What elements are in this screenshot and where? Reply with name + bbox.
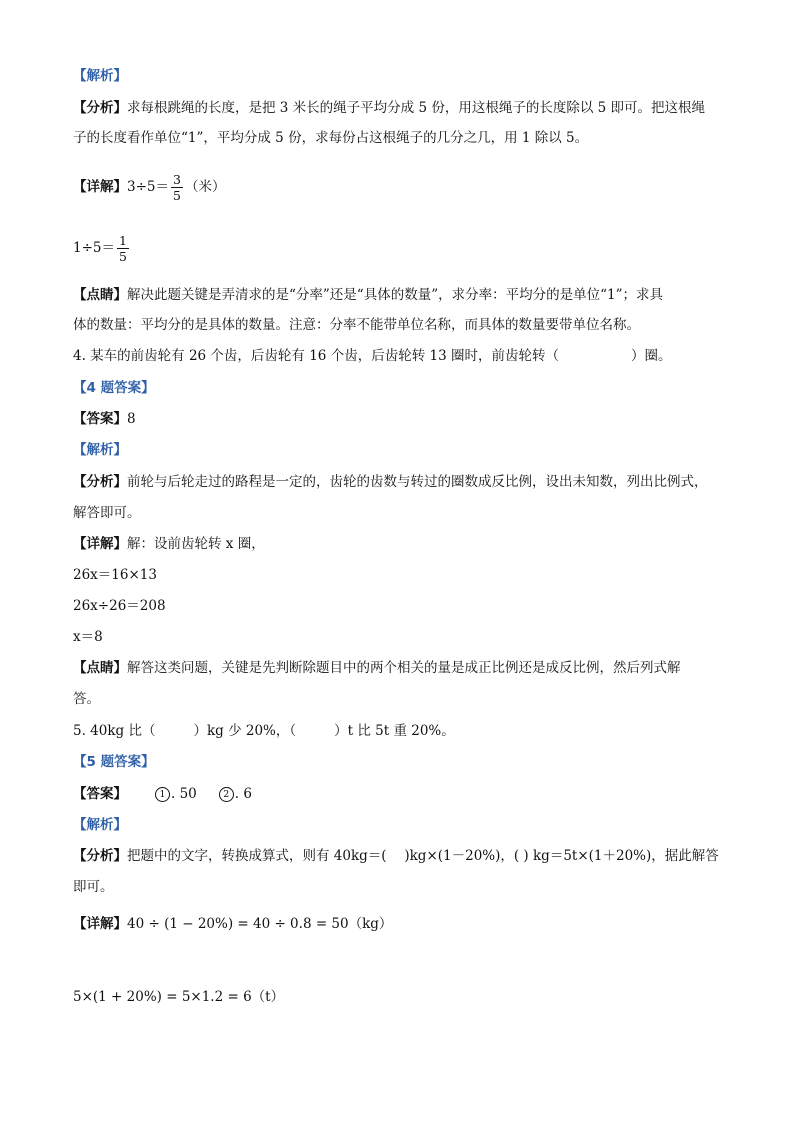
- answer-tag: 【答案】: [73, 786, 127, 802]
- q4-analysis-header: 【解析】: [73, 442, 127, 458]
- calc-1-unit: （kg）: [348, 916, 393, 932]
- tip-tag: 【点睛】: [73, 287, 127, 303]
- q5-detail-calc-1: [73, 914, 392, 934]
- question-5-part-a: 5. 40kg 比（: [73, 723, 156, 739]
- answer-value-1: . 50: [171, 786, 197, 802]
- analysis-text: 前轮与后轮走过的路程是一定的，齿轮的齿数与转过的圈数成反比例，设出未知数，列出比例式，: [127, 474, 708, 490]
- fraction-denominator: 5: [173, 188, 181, 203]
- q4-tip-line1: [73, 658, 681, 678]
- question-4-end: ）圈。: [630, 348, 672, 364]
- calc-1-expression: 40 ÷ (1 − 20%) = 40 ÷ 0.8 = 50: [127, 916, 349, 932]
- fraction-1-5: [117, 233, 129, 264]
- eq1-unit: （米）: [184, 179, 226, 195]
- detail-equation-1: [73, 168, 225, 206]
- q4-step-1: 26x＝16×13: [73, 567, 157, 583]
- q4-tip-line2: 答。: [73, 691, 100, 707]
- analysis-tag: 【分析】: [73, 100, 127, 116]
- tip-paragraph-line2: 体的数量：平均分的是具体的数量。注意：分率不能带单位名称，而具体的数量要带单位名称。: [73, 317, 640, 333]
- analysis-paragraph-line1: [73, 98, 705, 118]
- question-4-text: 4. 某车的前齿轮有 26 个齿，后齿轮有 16 个齿，后齿轮转 13 圈时，前齿轮转（: [73, 348, 559, 364]
- analysis-text: 把题中的文字，转换成算式，则有 40kg＝( )kg×(1－20%)，( ) kg＝5t×(1＋20%)，据此解答: [127, 848, 719, 864]
- detail-text: 解：设前齿轮转 x 圈，: [127, 536, 265, 552]
- fraction-numerator: 1: [119, 233, 127, 248]
- q4-step-3: x＝8: [73, 629, 103, 645]
- calc-2-expression: 5×(1 + 20%) = 5×1.2 = 6: [73, 989, 252, 1005]
- answer-value: 8: [127, 411, 136, 427]
- analysis-text: 求每根跳绳的长度，是把 3 米长的绳子平均分成 5 份，用这根绳子的长度除以 5 即可。把这根绳: [127, 100, 706, 116]
- question-5-part-b: ）kg 少 20%，（: [193, 723, 297, 739]
- answer-value-2: . 6: [234, 786, 252, 802]
- analysis-tag: 【分析】: [73, 848, 127, 864]
- detail-tag: 【详解】: [73, 536, 127, 552]
- q4-detail: [73, 534, 265, 554]
- q4-answer-header: 【4 题答案】: [73, 380, 155, 396]
- question-5-part-c: ）t 比 5t 重 20%。: [334, 723, 455, 739]
- q5-analysis-line2: 即可。: [73, 879, 114, 895]
- q4-step-2: 26x÷26＝208: [73, 598, 166, 614]
- question-5: [73, 721, 455, 741]
- q5-analysis-line1: [73, 846, 719, 866]
- circled-number-2: 2: [219, 787, 234, 802]
- circled-number-1: 1: [155, 787, 170, 802]
- eq1-left: 3÷5＝: [127, 179, 169, 195]
- eq2-left: 1÷5＝: [73, 240, 115, 256]
- q4-analysis-line1: [73, 472, 708, 492]
- q4-analysis-line2: 解答即可。: [73, 505, 141, 521]
- detail-equation-2: [73, 229, 131, 267]
- tip-paragraph-line1: [73, 285, 663, 305]
- fraction-denominator: 5: [119, 249, 127, 264]
- tip-tag: 【点睛】: [73, 660, 127, 676]
- detail-tag: 【详解】: [73, 179, 127, 195]
- q5-analysis-header: 【解析】: [73, 817, 127, 833]
- fraction-numerator: 3: [173, 172, 181, 187]
- calc-2-unit: （t）: [251, 989, 285, 1005]
- q5-answer-header: 【5 题答案】: [73, 754, 155, 770]
- analysis-paragraph-line2: 子的长度看作单位“1”，平均分成 5 份，求每份占这根绳子的几分之几，用 1 除以 5。: [73, 130, 589, 146]
- q5-detail-calc-2: [73, 987, 284, 1007]
- answer-tag: 【答案】: [73, 411, 127, 427]
- detail-tag: 【详解】: [73, 916, 127, 932]
- analysis-header: 【解析】: [73, 68, 127, 84]
- q5-answer: [73, 784, 252, 804]
- analysis-tag: 【分析】: [73, 474, 127, 490]
- fraction-3-5: [171, 172, 183, 203]
- question-4: [73, 346, 671, 366]
- tip-text: 解答这类问题，关键是先判断除题目中的两个相关的量是成正比例还是成反比例，然后列式解: [127, 660, 681, 676]
- q4-answer: [73, 409, 136, 429]
- tip-text: 解决此题关键是弄清求的是“分率”还是“具体的数量”，求分率：平均分的是单位“1”；求具: [127, 287, 663, 303]
